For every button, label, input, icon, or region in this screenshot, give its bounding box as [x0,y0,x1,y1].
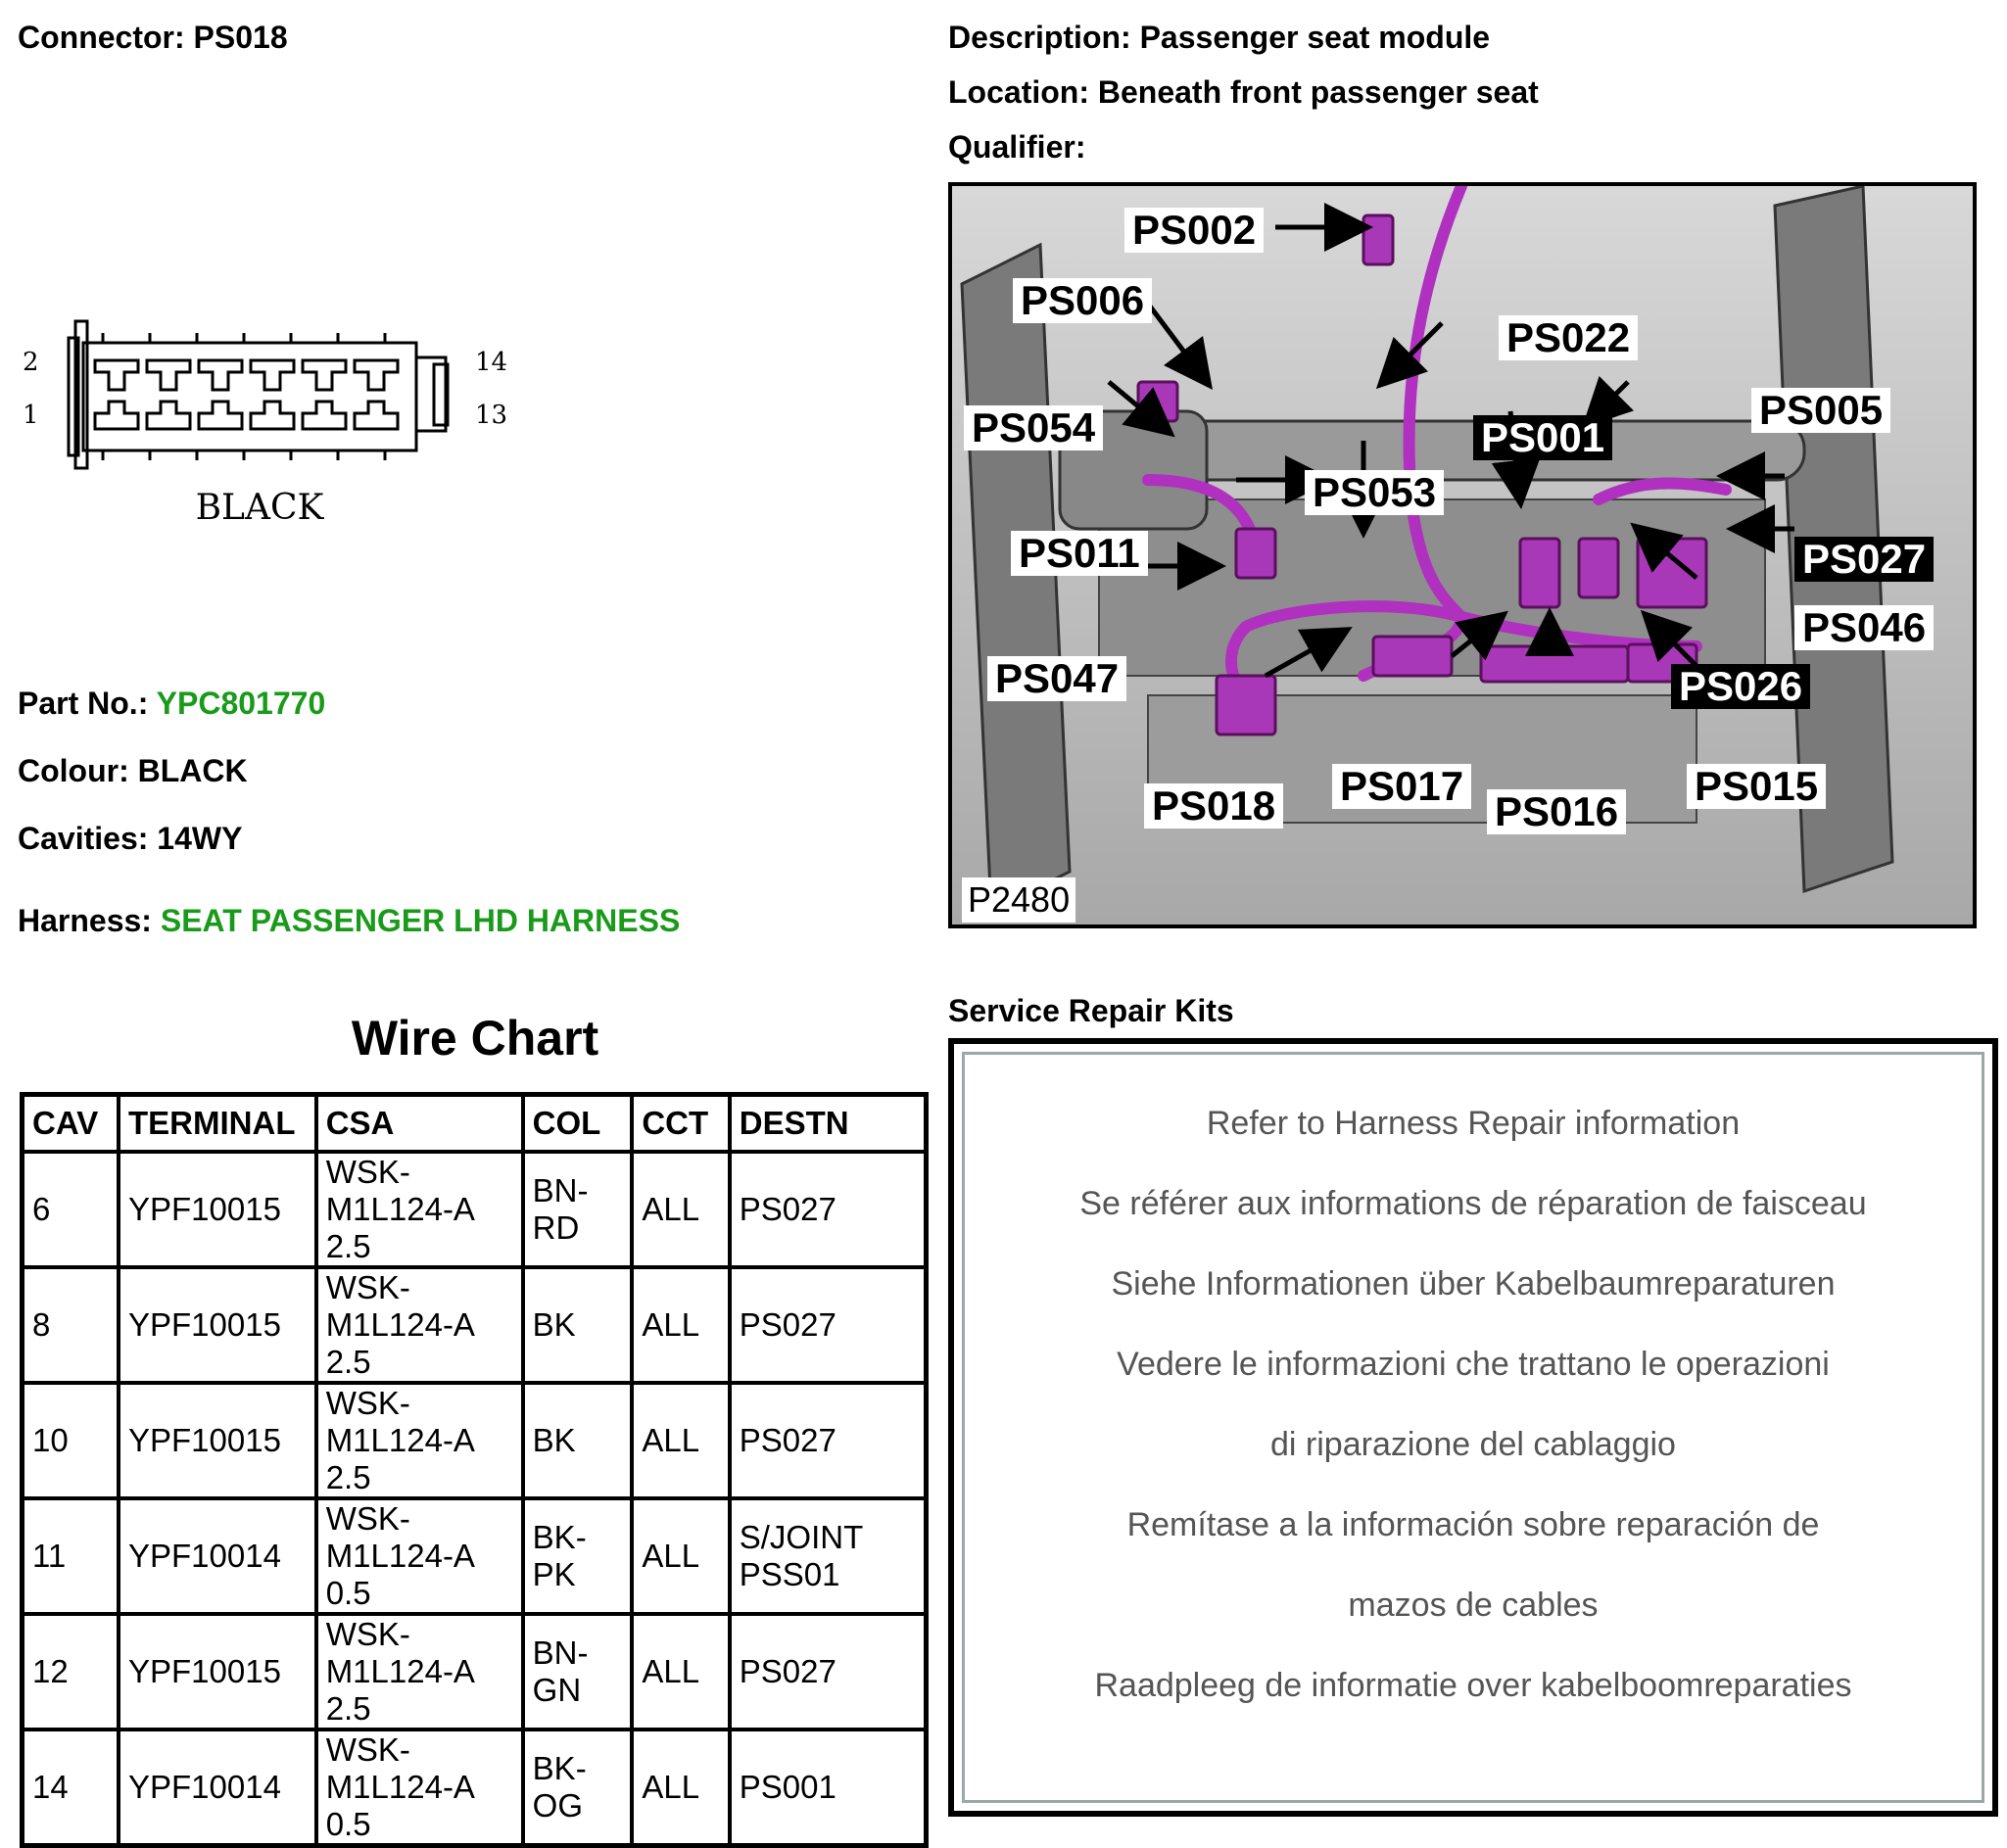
cell-csa: WSK- M1L124-A 2.5 [316,1614,523,1730]
repair-info-line: Raadpleeg de informatie over kabelboomreparaties [1094,1667,1852,1704]
pin-label-13: 13 [475,401,508,430]
cell-csa: WSK- M1L124-A 2.5 [316,1152,523,1267]
repair-info-line: Refer to Harness Repair information [1206,1105,1741,1142]
cavities-label: Cavities: [18,821,149,856]
cell-csa: WSK- M1L124-A 0.5 [316,1730,523,1846]
table-row [23,1498,927,1614]
photo-label-ps022: PS022 [1499,315,1638,360]
cell-csa: WSK- M1L124-A 2.5 [316,1267,523,1383]
cell-destn: PS001 [730,1730,927,1846]
cell-terminal: YPF10015 [119,1614,316,1730]
cavity-top-0 [95,360,138,390]
table-row [23,1267,927,1383]
table-row [23,1152,927,1267]
photo-label-ps015: PS015 [1687,764,1826,809]
cell-cct: ALL [632,1152,729,1267]
repair-info-line: Remítase a la información sobre reparación de [1126,1506,1820,1543]
repair-info-line: Vedere le informazioni che trattano le operazioni [1117,1346,1830,1383]
qualifier-label: Qualifier: [948,129,1086,165]
cell-cav: 11 [23,1498,119,1614]
service-repair-kits-panel [962,1052,1984,1803]
colour-row [18,751,248,790]
table-row [23,1614,927,1730]
location-value: Beneath front passenger seat [1097,74,1539,110]
wire-chart-header-row [23,1095,927,1153]
repair-info-line: mazos de cables [1348,1587,1599,1624]
photo-reference: P2480 [962,877,1075,923]
service-repair-kits-title: Service Repair Kits [948,993,1234,1028]
cell-terminal: YPF10015 [119,1152,316,1267]
cavity-top-4 [303,360,346,390]
photo-label-ps026: PS026 [1671,664,1810,709]
cavity-bottom-0 [95,402,138,429]
pin-label-2: 2 [23,348,39,377]
wire-chart-title: Wire Chart [351,1011,599,1066]
cell-col: BK [523,1383,633,1498]
photo-label-ps002: PS002 [1124,208,1264,253]
description-value: Passenger seat module [1139,20,1491,55]
qualifier-heading [948,127,1085,166]
pin-label-14: 14 [475,348,508,377]
cavity-top-5 [355,360,398,390]
description-heading [948,18,1490,57]
harness-label: Harness: [18,903,152,938]
column-header-terminal: TERMINAL [119,1095,316,1153]
column-header-col: COL [523,1095,633,1153]
cell-col: BK- PK [523,1498,633,1614]
connector-label: Connector: [18,20,185,55]
cell-cct: ALL [632,1498,729,1614]
description-label: Description: [948,20,1131,55]
service-repair-kits-box [948,1038,1998,1817]
cell-col: BN- RD [523,1152,633,1267]
table-row [23,1383,927,1498]
cell-cav: 14 [23,1730,119,1846]
cell-cct: ALL [632,1267,729,1383]
photo-label-ps017: PS017 [1332,764,1471,809]
harness-row [18,901,680,940]
cell-cav: 10 [23,1383,119,1498]
cavity-top-2 [199,360,242,390]
photo-label-ps027: PS027 [1794,537,1934,582]
cavity-top-3 [251,360,294,390]
part-no-value: YPC801770 [156,686,326,721]
repair-info-line: di riparazione del cablaggio [1270,1426,1676,1463]
cell-terminal: YPF10014 [119,1498,316,1614]
pin-label-1: 1 [23,401,39,430]
cell-cav: 6 [23,1152,119,1267]
photo-label-ps011: PS011 [1011,531,1148,576]
photo-label-ps018: PS018 [1144,783,1283,829]
photo-label-ps006: PS006 [1013,278,1152,323]
cell-terminal: YPF10015 [119,1267,316,1383]
cell-terminal: YPF10015 [119,1383,316,1498]
connector-colour-caption: BLACK [195,488,324,528]
colour-value: BLACK [137,753,248,788]
cell-destn: PS027 [730,1614,927,1730]
wire-chart-table [20,1092,929,1848]
column-header-cav: CAV [23,1095,119,1153]
column-header-cct: CCT [632,1095,729,1153]
cavity-top-1 [147,360,190,390]
cell-cct: ALL [632,1614,729,1730]
cell-col: BN- GN [523,1614,633,1730]
photo-label-ps053: PS053 [1305,470,1444,515]
column-header-destn: DESTN [730,1095,927,1153]
cavity-bottom-5 [355,402,398,429]
photo-label-ps016: PS016 [1487,789,1626,834]
part-no-row [18,684,325,723]
connector-face-diagram [15,304,524,539]
cell-destn: PS027 [730,1383,927,1498]
cavities-value: 14WY [157,821,243,856]
cell-destn: PS027 [730,1267,927,1383]
cell-col: BK- OG [523,1730,633,1846]
cell-cct: ALL [632,1730,729,1846]
cell-cav: 8 [23,1267,119,1383]
repair-info-line: Siehe Informationen über Kabelbaumreparaturen [1111,1265,1836,1303]
photo-label-ps047: PS047 [987,656,1126,701]
location-photo [948,182,1977,928]
cell-cct: ALL [632,1383,729,1498]
repair-info-line: Se référer aux informations de réparation de faisceau [1079,1185,1867,1222]
harness-value: SEAT PASSENGER LHD HARNESS [160,903,681,938]
cell-terminal: YPF10014 [119,1730,316,1846]
connector-heading [18,18,288,57]
cell-destn: PS027 [730,1152,927,1267]
photo-label-ps001: PS001 [1473,415,1612,460]
cavity-bottom-1 [147,402,190,429]
cell-destn: S/JOINT PSS01 [730,1498,927,1614]
photo-label-ps054: PS054 [964,405,1103,450]
connector-value: PS018 [193,20,288,55]
part-no-label: Part No.: [18,686,149,721]
column-header-csa: CSA [316,1095,523,1153]
cavity-bottom-3 [251,402,294,429]
cell-csa: WSK- M1L124-A 0.5 [316,1498,523,1614]
cell-cav: 12 [23,1614,119,1730]
location-heading [948,72,1539,112]
photo-label-ps046: PS046 [1794,605,1934,650]
cavities-row [18,819,242,858]
colour-label: Colour: [18,753,129,788]
photo-label-ps005: PS005 [1751,388,1890,433]
cavity-bottom-4 [303,402,346,429]
cell-csa: WSK- M1L124-A 2.5 [316,1383,523,1498]
cell-col: BK [523,1267,633,1383]
cavity-bottom-2 [199,402,242,429]
table-row [23,1730,927,1846]
location-label: Location: [948,74,1089,110]
